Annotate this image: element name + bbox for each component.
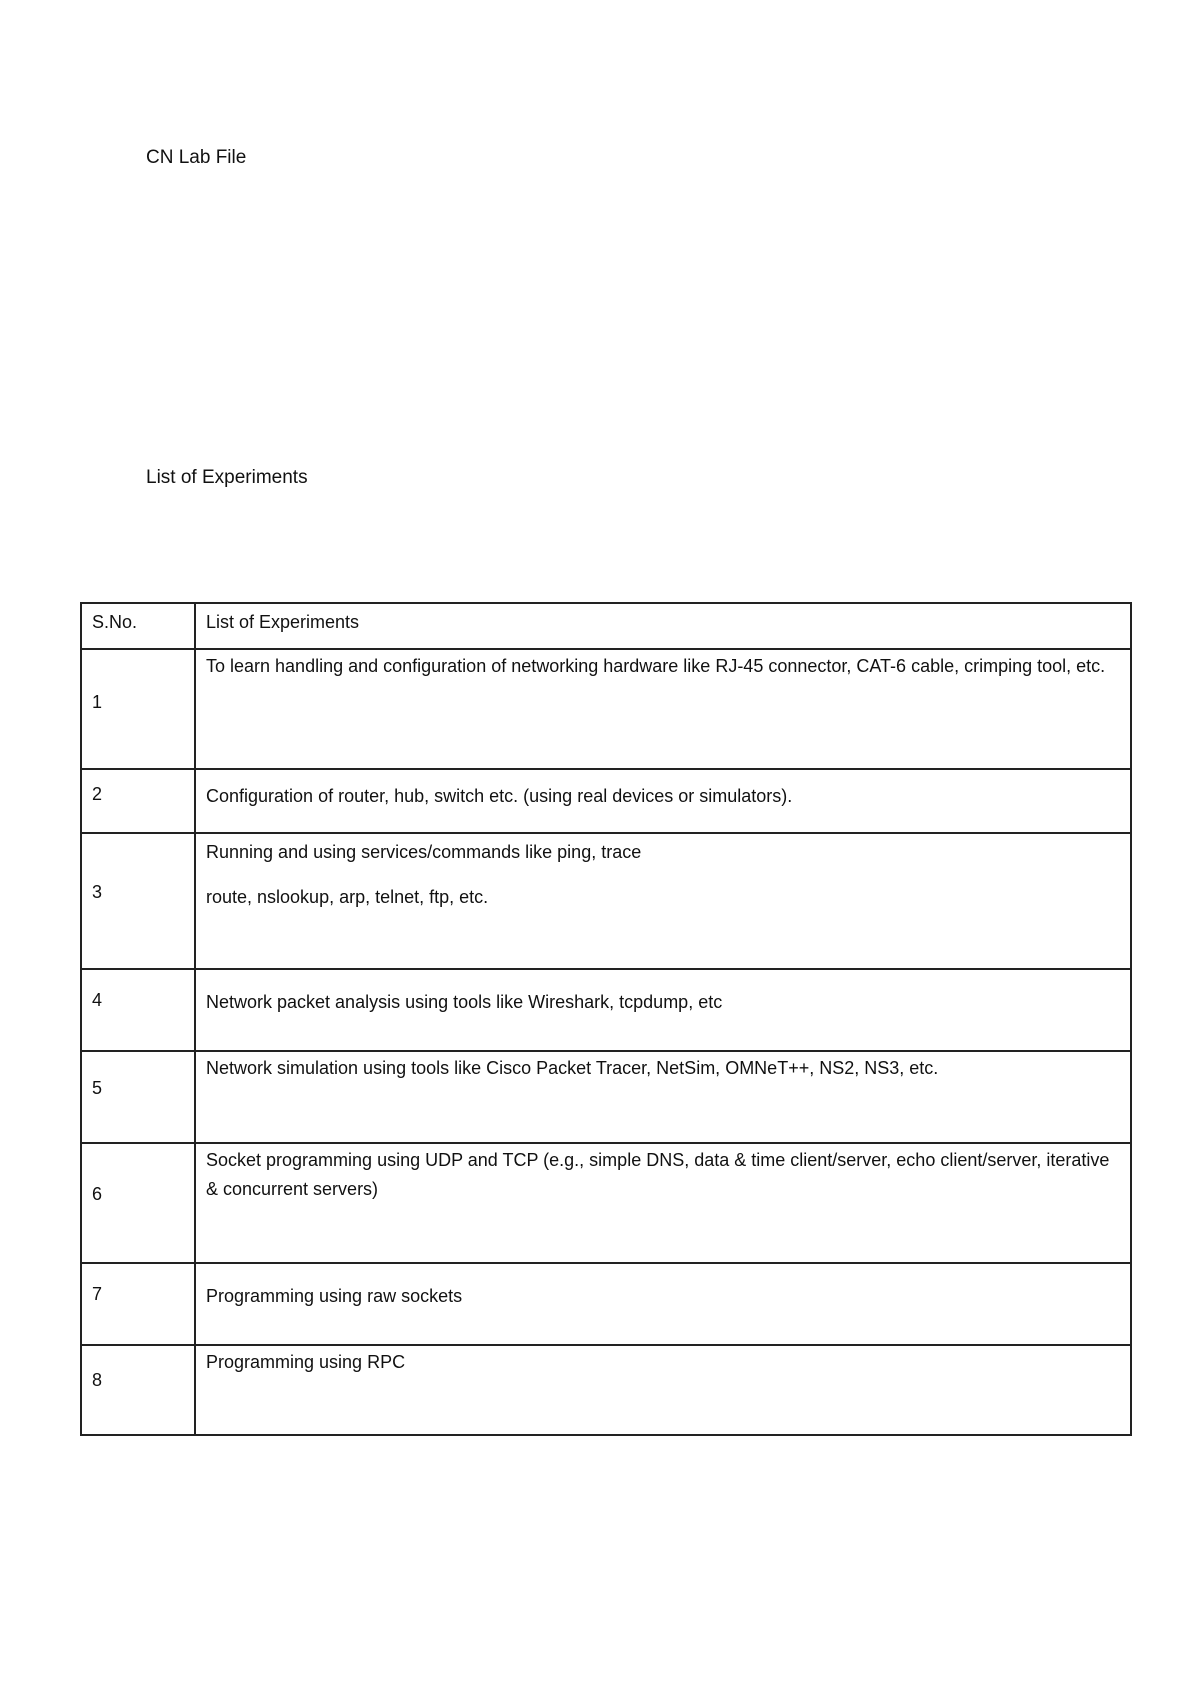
table-row: [81, 649, 1131, 769]
row-sno: 2: [81, 769, 195, 833]
row-experiment: Running and using services/commands like ping, trace route, nslookup, arp, telnet, ftp, etc.: [195, 833, 1131, 969]
row-sno: 8: [81, 1345, 195, 1435]
row-experiment: Socket programming using UDP and TCP (e.g., simple DNS, data & time client/server, echo client/server, iterative & concurrent servers): [195, 1143, 1131, 1263]
header-sno: S.No.: [81, 603, 195, 649]
table-header-row: [81, 603, 1131, 649]
row-experiment: Configuration of router, hub, switch etc. (using real devices or simulators).: [195, 769, 1131, 833]
header-experiments: List of Experiments: [195, 603, 1131, 649]
table-row: [81, 969, 1131, 1051]
section-heading: List of Experiments: [146, 467, 308, 488]
row-sno: 4: [81, 969, 195, 1051]
row-sno: 3: [81, 833, 195, 969]
table-row: [81, 1345, 1131, 1435]
row-experiment: To learn handling and configuration of networking hardware like RJ-45 connector, CAT-6 cable, crimping tool, etc.: [195, 649, 1131, 769]
row-sno: 6: [81, 1143, 195, 1263]
document-title: CN Lab File: [146, 147, 247, 168]
experiments-table: [80, 602, 1132, 1436]
row-experiment: Programming using raw sockets: [195, 1263, 1131, 1345]
row-experiment: Network packet analysis using tools like Wireshark, tcpdump, etc: [195, 969, 1131, 1051]
table-row: [81, 1051, 1131, 1143]
row-sno: 1: [81, 649, 195, 769]
table-row: [81, 1263, 1131, 1345]
table-row: [81, 833, 1131, 969]
row-experiment: Programming using RPC: [195, 1345, 1131, 1435]
table-row: [81, 1143, 1131, 1263]
row-sno: 5: [81, 1051, 195, 1143]
row-experiment: Network simulation using tools like Cisco Packet Tracer, NetSim, OMNeT++, NS2, NS3, etc.: [195, 1051, 1131, 1143]
row-sno: 7: [81, 1263, 195, 1345]
table-row: [81, 769, 1131, 833]
